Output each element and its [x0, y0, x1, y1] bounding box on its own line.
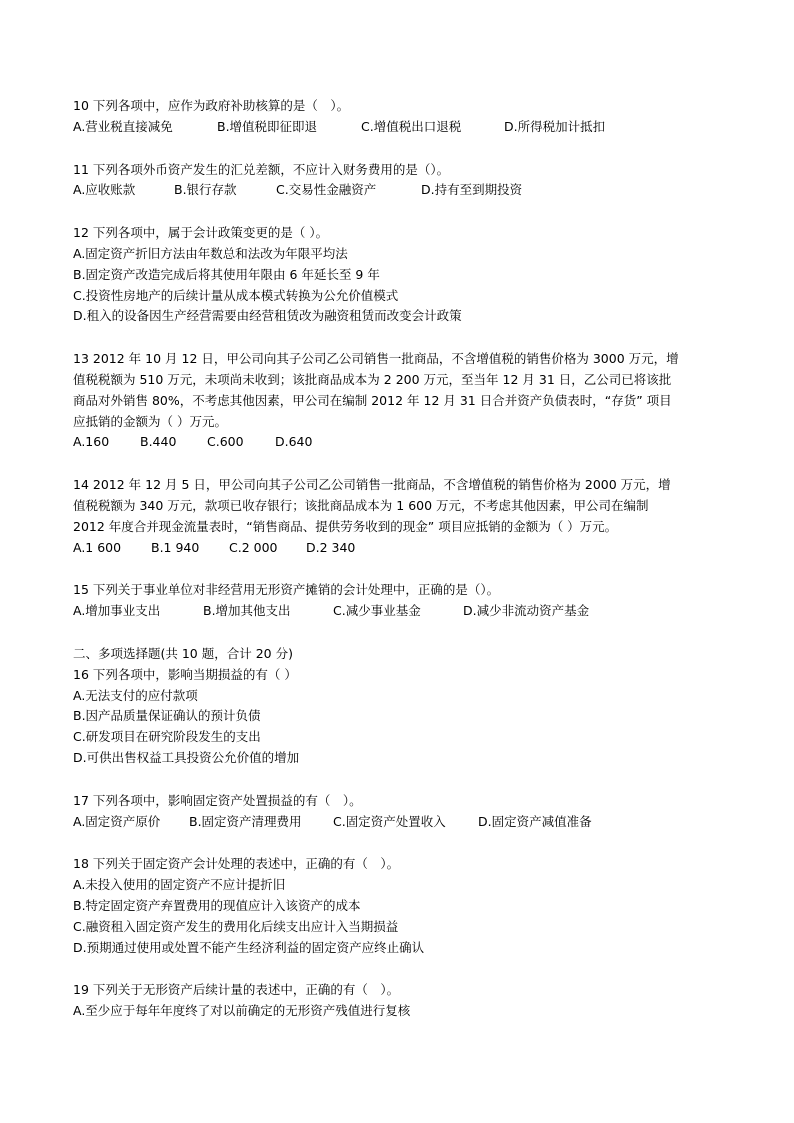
question-options — [73, 601, 728, 622]
question-stem: 15 下列关于事业单位对非经营用无形资产摊销的会计处理中，正确的是（）。 — [73, 582, 500, 598]
question-stem: 19 下列关于无形资产后续计量的表述中，正确的有（ ）。 — [73, 982, 400, 998]
question-17 — [73, 791, 728, 833]
option-d: D.所得税加计抵扣 — [504, 118, 606, 134]
question-14 — [73, 475, 728, 558]
option-a: A.营业税直接减免 — [73, 118, 173, 134]
question-options — [73, 432, 728, 453]
option-c: C.固定资产处置收入 — [333, 813, 446, 829]
option-c: C.交易性金融资产 — [276, 182, 377, 198]
question-11 — [73, 160, 728, 202]
option-a: A.至少应于每年年度终了对以前确定的无形资产残值进行复核 — [73, 1003, 411, 1019]
question-stem: 12 下列各项中，属于会计政策变更的是（ ）。 — [73, 225, 329, 241]
question-options — [73, 538, 728, 559]
question-stem-line: 应抵销的金额为（ ）万元。 — [73, 413, 227, 429]
option-d: D.租入的设备因生产经营需要由经营租赁改为融资租赁而改变会计政策 — [73, 308, 462, 324]
option-a: A.固定资产折旧方法由年数总和法改为年限平均法 — [73, 245, 348, 261]
option-a: A.应收账款 — [73, 182, 136, 198]
option-b: B.增加其他支出 — [203, 603, 291, 619]
option-c: C.600 — [207, 434, 244, 450]
question-13 — [73, 349, 728, 453]
question-stem-line: 14 2012 年 12 月 5 日，甲公司向其子公司乙公司销售一批商品，不含增值税的销售价格为 2000 万元，增 — [73, 477, 671, 493]
question-16 — [73, 665, 728, 769]
question-stem-line: 13 2012 年 10 月 12 日，甲公司向其子公司乙公司销售一批商品，不含增值税的销售价格为 3000 万元，增 — [73, 351, 679, 367]
option-c: C.减少事业基金 — [333, 603, 421, 619]
question-stem: 16 下列各项中，影响当期损益的有（ ） — [73, 666, 297, 682]
option-a: A.无法支付的应付款项 — [73, 687, 198, 703]
option-b: B.特定固定资产弃置费用的现值应计入该资产的成本 — [73, 897, 361, 913]
question-stem-line: 值税税额为 340 万元，款项已收存银行；该批商品成本为 1 600 万元，不考虑其他因素，甲公司在编制 — [73, 497, 649, 513]
option-b: B.因产品质量保证确认的预计负债 — [73, 708, 261, 724]
option-b: B.1 940 — [151, 539, 200, 555]
question-options — [73, 812, 728, 833]
option-b: B.增值税即征即退 — [217, 118, 318, 134]
option-a: A.增加事业支出 — [73, 603, 161, 619]
section-multiple-choice — [73, 644, 728, 1022]
option-a: A.固定资产原价 — [73, 813, 161, 829]
question-12 — [73, 223, 728, 327]
option-d: D.减少非流动资产基金 — [463, 603, 590, 619]
question-options — [73, 180, 728, 201]
option-d: D.预期通过使用或处置不能产生经济利益的固定资产应终止确认 — [73, 939, 425, 955]
option-c: C.融资租入固定资产发生的费用化后续支出应计入当期损益 — [73, 918, 399, 934]
option-d: D.可供出售权益工具投资公允价值的增加 — [73, 749, 300, 765]
option-d: D.640 — [275, 434, 313, 450]
question-stem-line: 值税税额为 510 万元，未项尚未收到；该批商品成本为 2 200 万元，至当年 12 月 31 日，乙公司已将该批 — [73, 371, 672, 387]
exam-content — [73, 96, 728, 1044]
option-c: C.2 000 — [229, 539, 278, 555]
question-stem-line: 2012 年度合并现金流量表时，“销售商品、提供劳务收到的现金” 项目应抵销的金额为（ ）万元。 — [73, 518, 618, 534]
option-b: B.固定资产改造完成后将其使用年限由 6 年延长至 9 年 — [73, 266, 380, 282]
option-c: C.研发项目在研究阶段发生的支出 — [73, 729, 261, 745]
question-stem: 11 下列各项外币资产发生的汇兑差额，不应计入财务费用的是（）。 — [73, 161, 450, 177]
question-18 — [73, 854, 728, 958]
question-10 — [73, 96, 728, 138]
option-d: D.持有至到期投资 — [421, 182, 523, 198]
option-c: C.增值税出口退税 — [361, 118, 462, 134]
option-b: B.银行存款 — [174, 182, 237, 198]
question-stem: 17 下列各项中，影响固定资产处置损益的有（ ）。 — [73, 792, 362, 808]
question-stem: 10 下列各项中，应作为政府补助核算的是（ ）。 — [73, 98, 350, 113]
question-options — [73, 117, 728, 138]
question-15 — [73, 580, 728, 622]
option-b: B.固定资产清理费用 — [189, 813, 302, 829]
section-title: 二、多项选择题(共 10 题，合计 20 分) — [73, 645, 293, 661]
option-d: D.2 340 — [306, 539, 356, 555]
option-a: A.160 — [73, 434, 110, 450]
option-d: D.固定资产减值准备 — [478, 813, 592, 829]
option-a: A.未投入使用的固定资产不应计提折旧 — [73, 877, 286, 893]
question-stem-line: 商品对外销售 80%，不考虑其他因素，甲公司在编制 2012 年 12 月 31 日合并资产负债表时，“存货” 项目 — [73, 392, 672, 408]
option-b: B.440 — [140, 434, 177, 450]
option-a: A.1 600 — [73, 539, 122, 555]
question-19 — [73, 980, 728, 1022]
option-c: C.投资性房地产的后续计量从成本模式转换为公允价值模式 — [73, 287, 399, 303]
question-stem: 18 下列关于固定资产会计处理的表述中，正确的有（ ）。 — [73, 856, 400, 872]
